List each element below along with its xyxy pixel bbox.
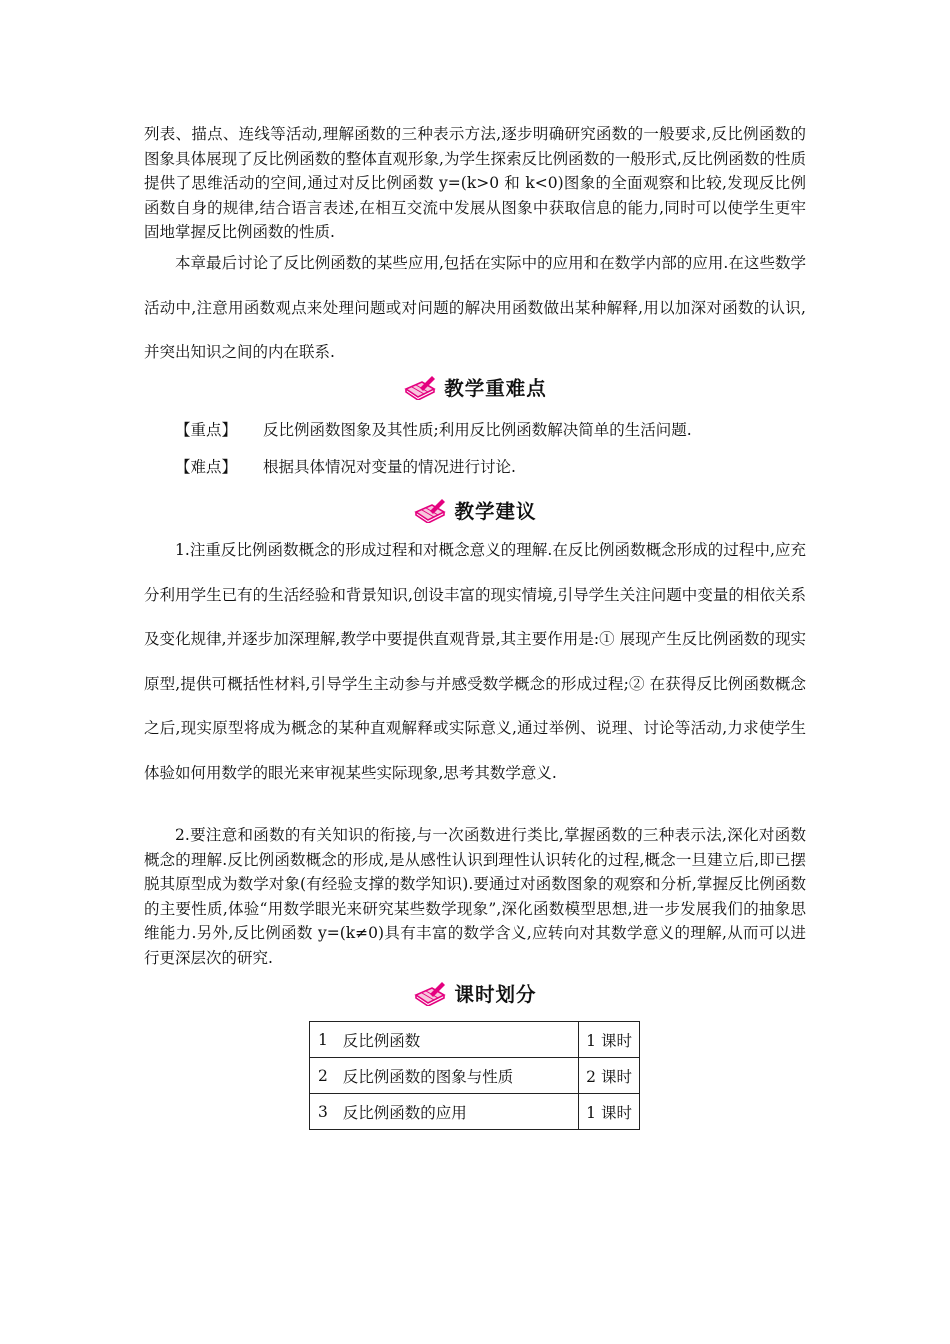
suggestion-2-paragraph: 2.要注意和函数的有关知识的衔接,与一次函数进行类比,掌握函数的三种表示法,深化对函数概念的理解.反比例函数概念的形成,是从感性认识到理性认识转化的过程,概念一旦建立后,即已摆脱其原型成为数学对象(有经验支撑的数学知识).要通过对函数图象的观察和分析,掌握反比例函数的主要性质,体验“用数学眼光来研究某些数学现象”,深化函数模型思想,进一步发展我们的抽象思维能力.另外,反比例函数 y=(k≠0)具有丰富的数学含义,应转向对其数学意义的理解,从而可以进行更深层次的研究. [144, 826, 806, 967]
difficulty-label: 【难点】 [175, 458, 238, 476]
table-row [310, 1094, 640, 1130]
focus-text: 反比例函数图象及其性质;利用反比例函数解决简单的生活问题. [263, 421, 692, 439]
suggestion-1-paragraph: 1.注重反比例函数概念的形成过程和对概念意义的理解.在反比例函数概念形成的过程中,应充分利用学生已有的生活经验和背景知识,创设丰富的现实情境,引导学生关注问题中变量的相依关系及变化规律,并逐步加深理解,教学中要提供直观背景,其主要作用是:① 展现产生反比例函数的现实原型,提供可概括性材料,引导学生主动参与并感受数学概念的形成过程;② 在获得反比例函数概念之后,现实原型将成为概念的某种直观解释或实际意义,通过举例、说理、讨论等活动,力求使学生体验如何用数学的眼光来审视某些实际现象,思考其数学意义. [144, 541, 806, 782]
intro-paragraph: 列表、描点、连线等活动,理解函数的三种表示方法,逐步明确研究函数的一般要求,反比例函数的图象具体展现了反比例函数的整体直观形象,为学生探索反比例函数的一般形式,反比例函数的性质提供了思维活动的空间,通过对反比例函数 y=(k>0 和 k<0)图象的全面观察和比较,发现反比例函数自身的规律,结合语言表述,在相互交流中发展从图象中获取信息的能力,同时可以使学生更牢固地掌握反比例函数的性质. [144, 125, 806, 241]
application-paragraph: 本章最后讨论了反比例函数的某些应用,包括在实际中的应用和在数学内部的应用.在这些数学活动中,注意用函数观点来处理问题或对问题的解决用函数做出某种解释,用以加深对函数的认识,并突出知识之间的内在联系. [144, 254, 806, 361]
schedule-heading [0, 977, 950, 1009]
focus-label: 【重点】 [175, 421, 238, 439]
schedule-table [309, 1021, 640, 1130]
focus-row [175, 418, 815, 442]
section-heading-label: 教学重难点 [444, 377, 547, 400]
table-row [310, 1058, 640, 1094]
suggestions-heading [0, 494, 950, 526]
notebook-pen-icon [413, 980, 447, 1006]
key-points-heading [0, 371, 950, 403]
lesson-number: 2 [310, 1058, 335, 1094]
notebook-pen-icon [413, 497, 447, 523]
section-heading-label: 课时划分 [454, 983, 537, 1006]
lesson-hours: 2 课时 [579, 1058, 640, 1094]
lesson-number: 1 [310, 1022, 335, 1058]
lesson-hours: 1 课时 [579, 1022, 640, 1058]
difficulty-row [175, 455, 815, 479]
section-heading-label: 教学建议 [454, 500, 537, 523]
lesson-name: 反比例函数的应用 [335, 1094, 579, 1130]
lesson-name: 反比例函数 [335, 1022, 579, 1058]
notebook-pen-icon [403, 374, 437, 400]
lesson-hours: 1 课时 [579, 1094, 640, 1130]
lesson-number: 3 [310, 1094, 335, 1130]
table-row [310, 1022, 640, 1058]
difficulty-text: 根据具体情况对变量的情况进行讨论. [263, 458, 516, 476]
lesson-name: 反比例函数的图象与性质 [335, 1058, 579, 1094]
